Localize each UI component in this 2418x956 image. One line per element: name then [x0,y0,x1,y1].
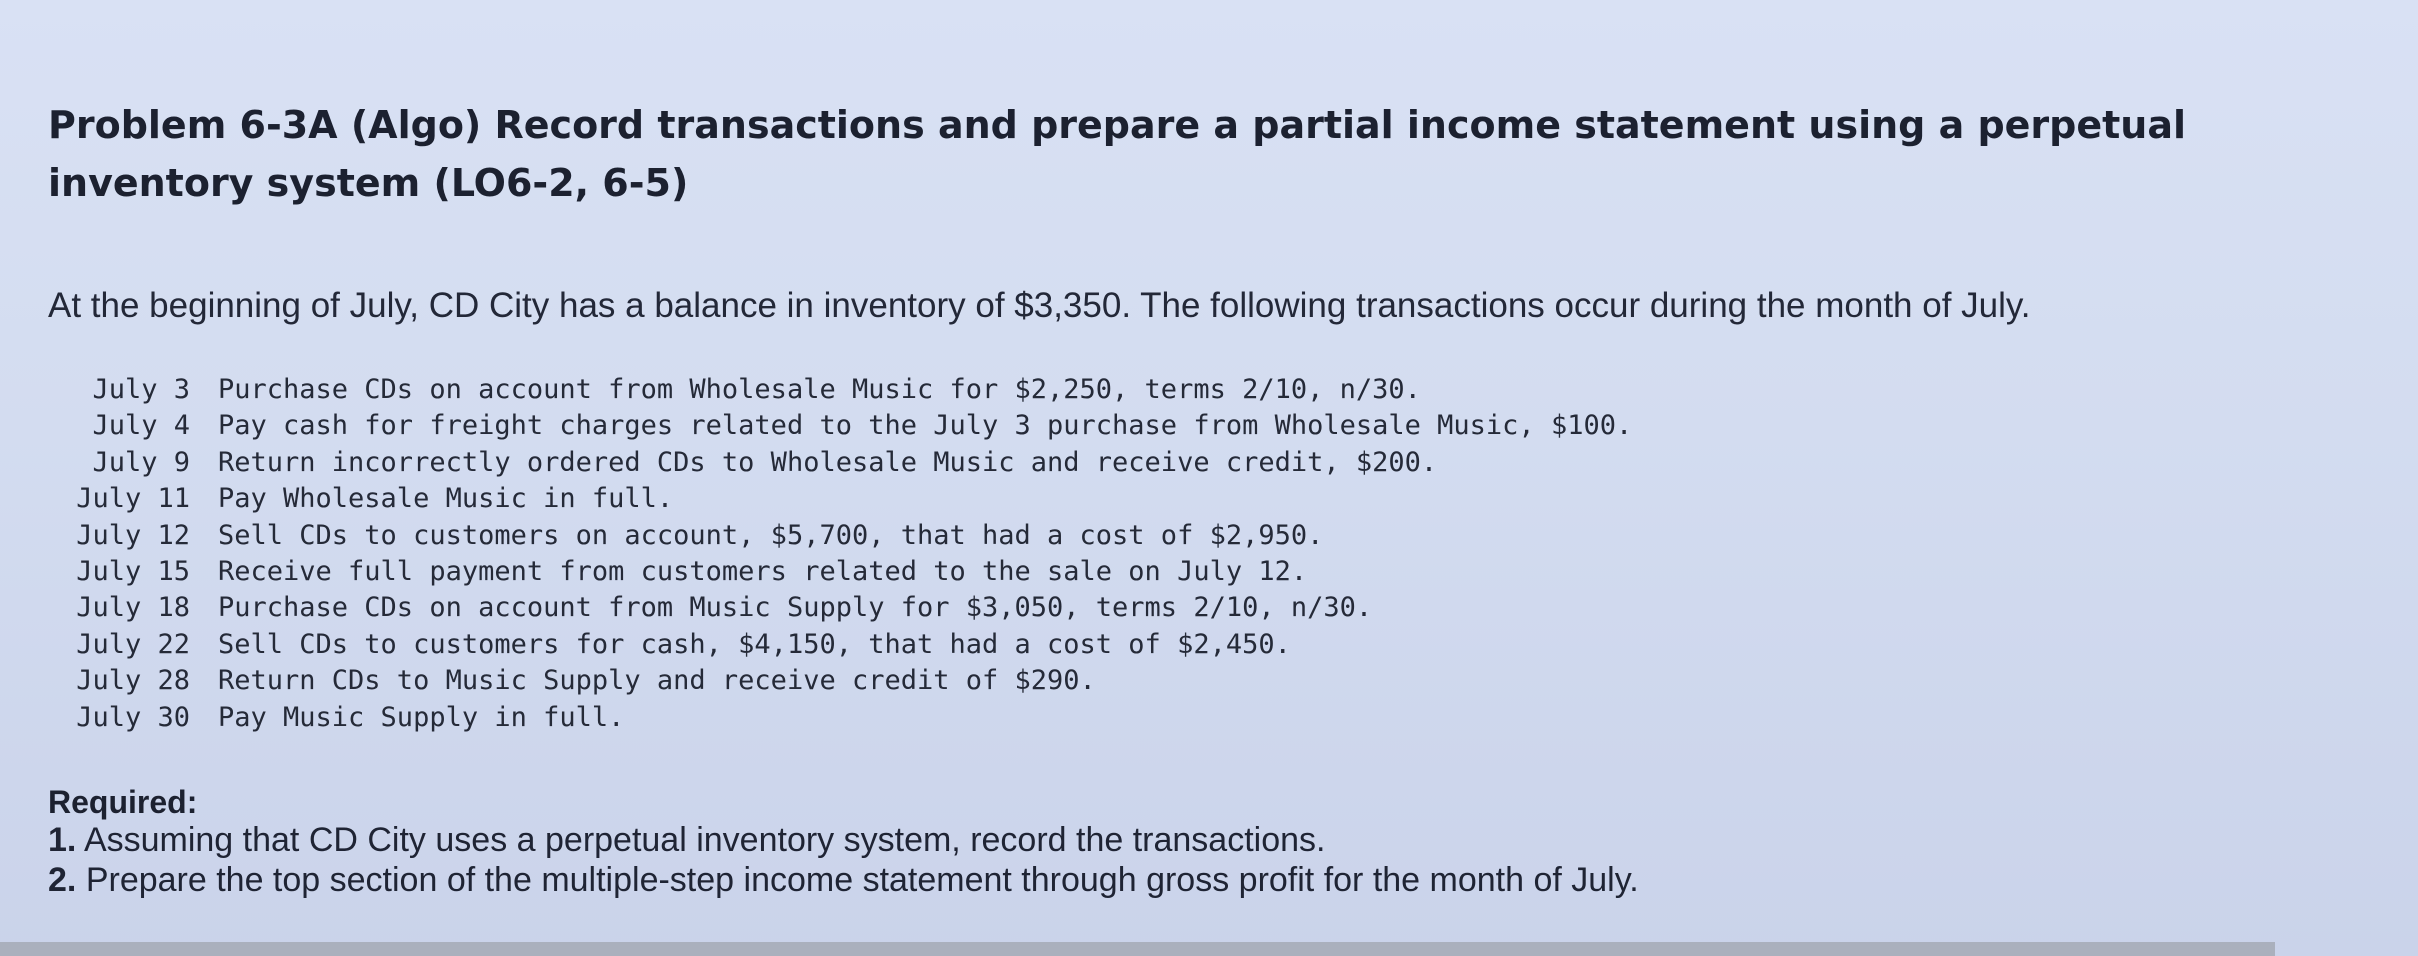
transaction-date: July 9 [92,446,190,478]
problem-title: Problem 6-3A (Algo) Record transactions and prepare a partial income statement using a perpetual inventory system (LO6-2, 6-5) [48,103,2187,205]
problem-intro: At the beginning of July, CD City has a balance in inventory of $3,350. The following transactions occur during the month of July. [48,286,2031,325]
transaction-description: Sell CDs to customers on account, $5,700, that had a cost of $2,950. [218,519,1324,551]
transaction-list [48,372,2048,736]
transaction-description: Return incorrectly ordered CDs to Wholesale Music and receive credit, $200. [218,446,1438,478]
transaction-row [48,408,2048,444]
transaction-date: July 12 [76,519,190,551]
transaction-description: Return CDs to Music Supply and receive credit of $290. [218,665,1096,697]
requirement-item [48,860,2348,900]
transaction-description: Receive full payment from customers related to the sale on July 12. [218,556,1308,588]
requirement-text: Assuming that CD City uses a perpetual inventory system, record the transactions. [83,821,1326,859]
transaction-description: Sell CDs to customers for cash, $4,150, that had a cost of $2,450. [218,628,1291,660]
transaction-row [48,445,2048,481]
transaction-description: Pay Music Supply in full. [218,701,625,733]
transaction-description: Purchase CDs on account from Music Supply for $3,050, terms 2/10, n/30. [218,592,1373,624]
transaction-row [48,590,2048,626]
requirement-number: 1. [48,821,77,859]
transaction-row [48,700,2048,736]
requirement-number: 2. [48,861,77,899]
transaction-row [48,627,2048,663]
transaction-description: Pay cash for freight charges related to the July 3 purchase from Wholesale Music, $100. [218,410,1633,442]
transaction-date: July 3 [92,374,190,405]
transaction-date: July 11 [76,483,190,515]
requirement-item [48,820,2348,860]
transaction-date: July 4 [92,410,190,442]
transaction-description: Pay Wholesale Music in full. [218,483,674,515]
requirement-text: Prepare the top section of the multiple-step income statement through gross profit for the month of July. [85,861,1639,899]
transaction-date: July 28 [76,665,190,697]
required-heading: Required: [48,784,198,820]
transaction-date: July 22 [76,628,190,660]
transaction-row [48,481,2048,517]
transaction-row [48,518,2048,554]
transaction-row [48,663,2048,699]
transaction-description: Purchase CDs on account from Wholesale Music for $2,250, terms 2/10, n/30. [218,374,1421,405]
transaction-date: July 15 [76,556,190,588]
transaction-date: July 30 [76,701,190,733]
transaction-date: July 18 [76,592,190,624]
transaction-row [48,554,2048,590]
bottom-divider [0,942,2275,956]
transaction-row [48,372,2048,408]
requirement-list [48,820,2348,900]
